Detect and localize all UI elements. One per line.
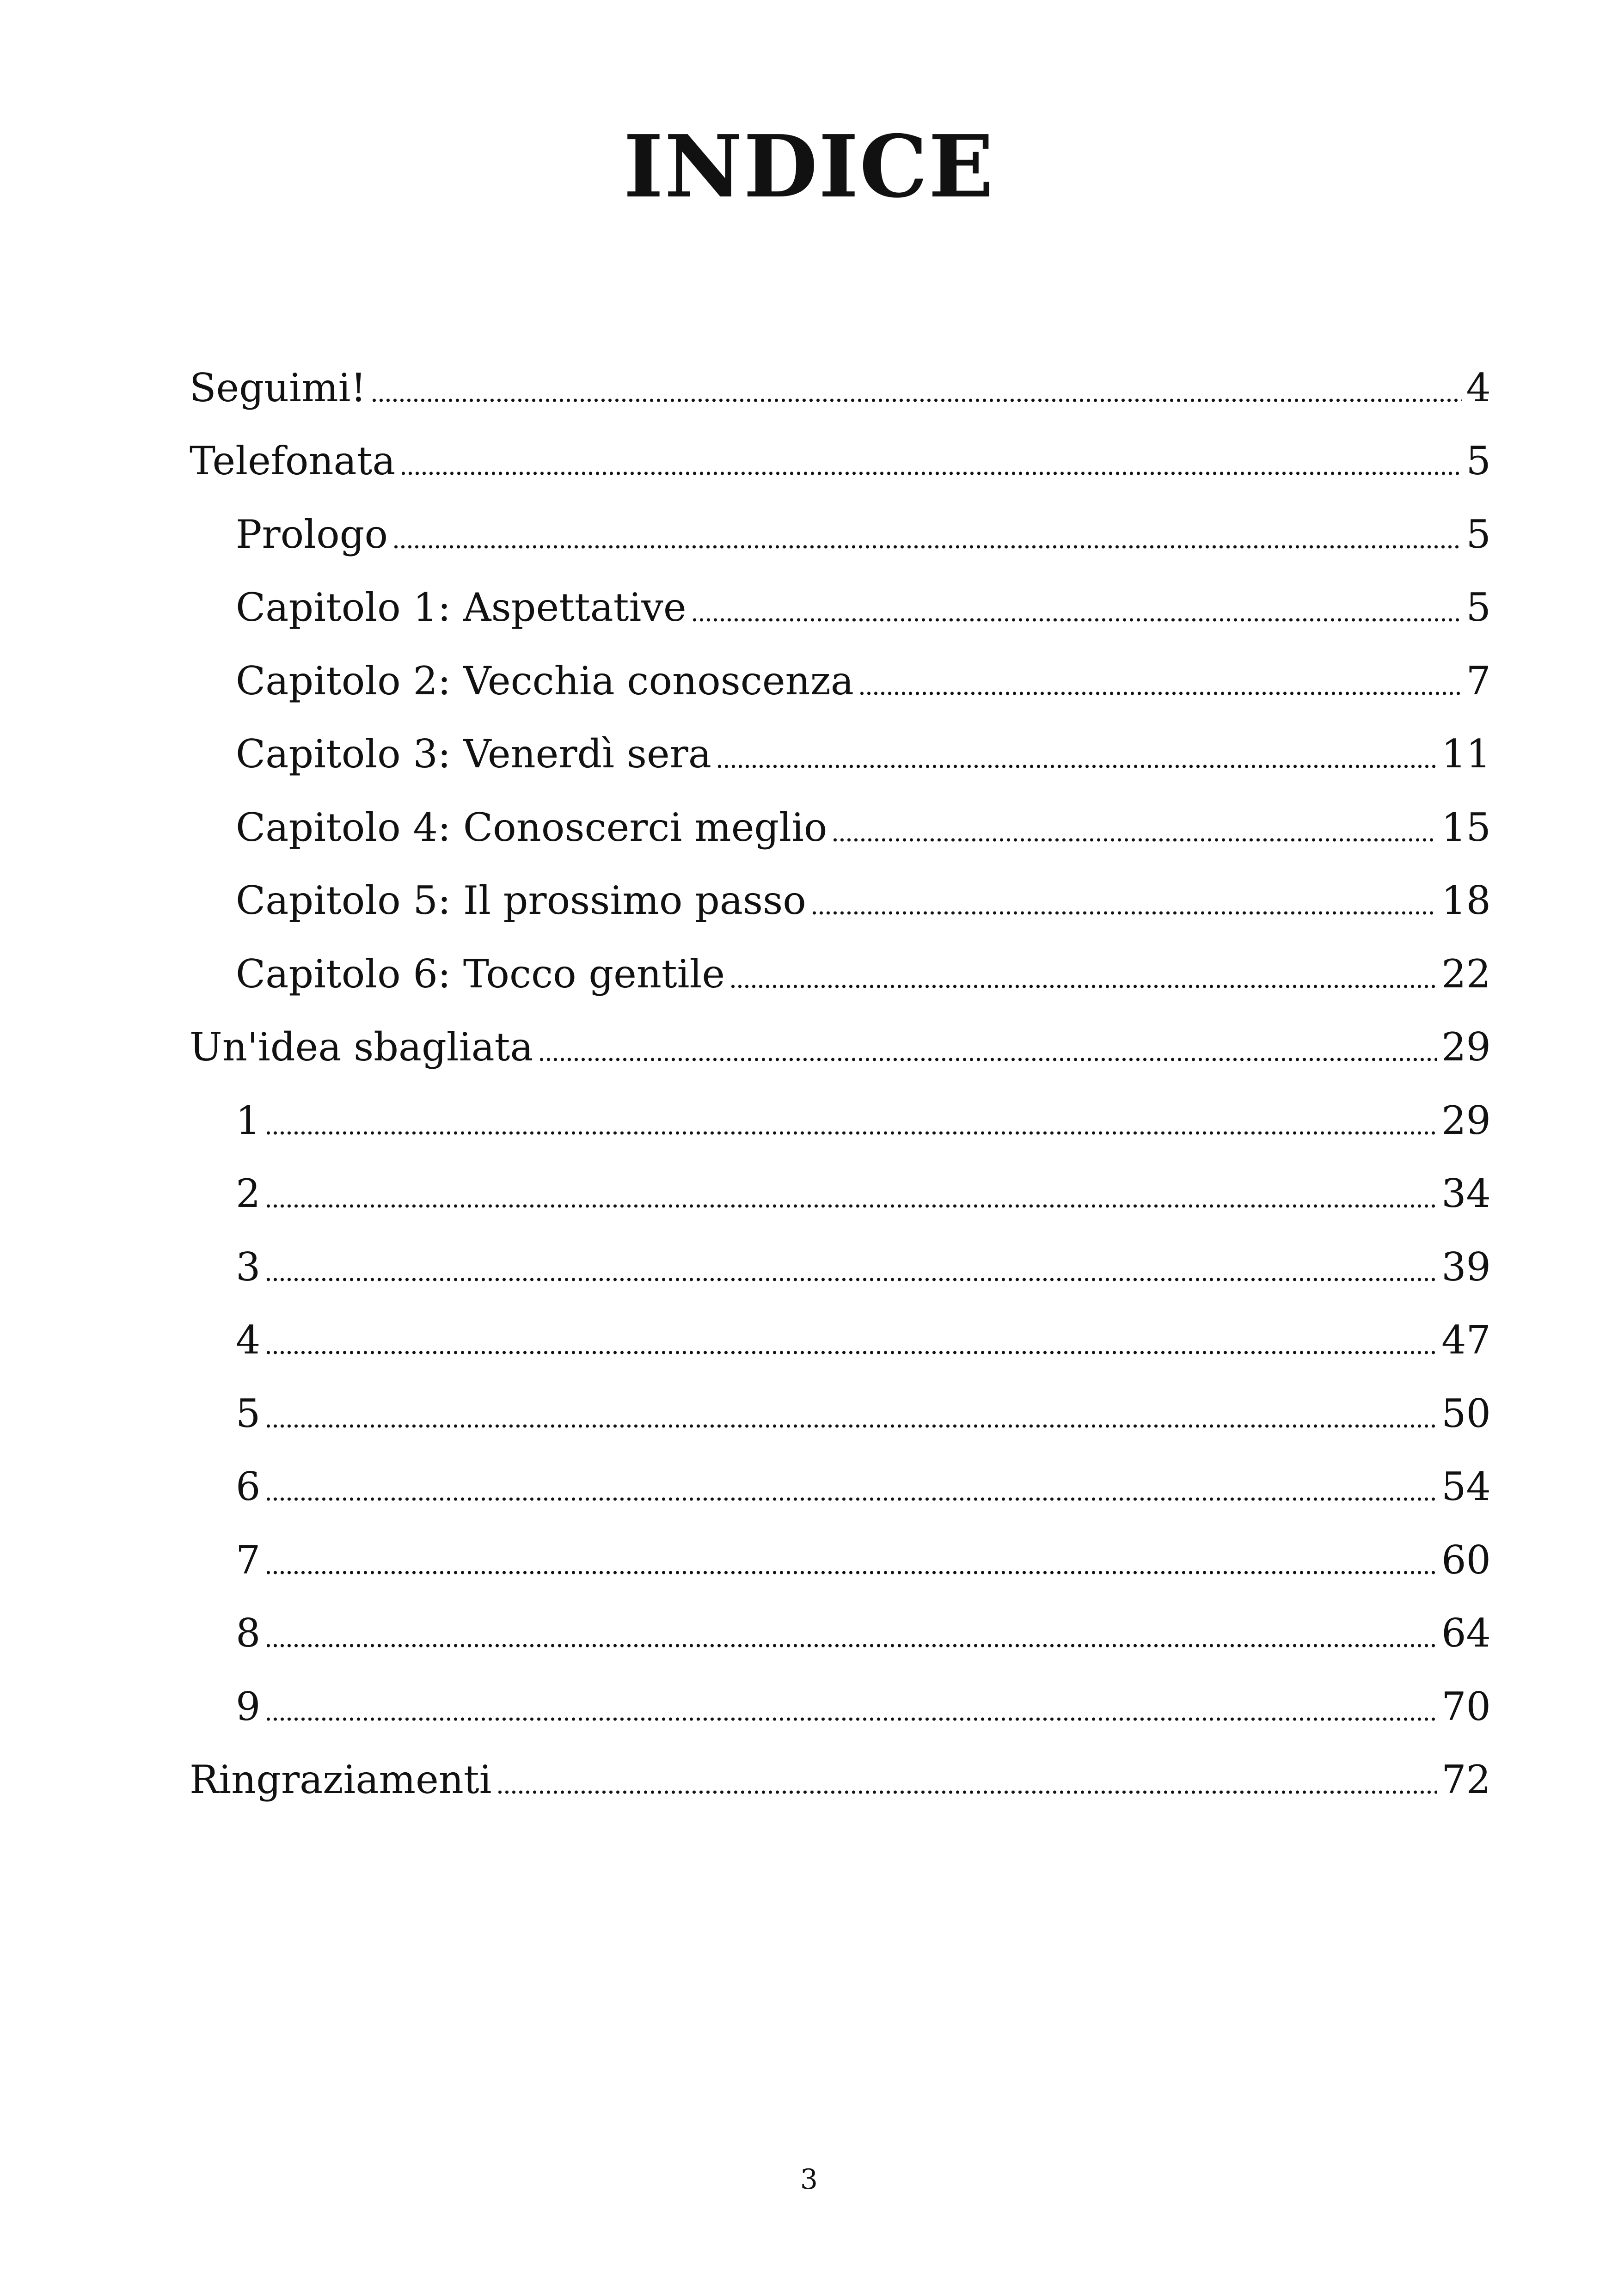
toc-entry-page: 5 (1466, 585, 1491, 630)
toc-entry-title: Ringraziamenti (190, 1757, 492, 1802)
toc-entry-page: 15 (1441, 804, 1491, 850)
dot-leader (729, 984, 1437, 989)
dot-leader (811, 910, 1437, 916)
dot-leader (265, 1423, 1437, 1429)
toc-entry-title: 1 (236, 1097, 261, 1143)
toc-entry-title: 3 (236, 1244, 261, 1290)
toc-entry[interactable] (190, 1659, 1491, 1732)
toc-entry-title: Capitolo 3: Venerdì sera (236, 731, 711, 777)
toc-entry[interactable] (190, 1512, 1491, 1586)
page-number: 3 (800, 2163, 818, 2196)
toc-entry-page: 5 (1466, 511, 1491, 557)
table-of-contents (190, 340, 1491, 1805)
toc-entry[interactable] (190, 633, 1491, 706)
dot-leader (392, 544, 1462, 550)
toc-entry-page: 54 (1441, 1464, 1491, 1509)
toc-entry[interactable] (190, 1146, 1491, 1219)
toc-entry-page: 22 (1441, 951, 1491, 997)
toc-entry-title: Capitolo 5: Il prossimo passo (236, 878, 806, 923)
toc-entry-title: Capitolo 1: Aspettative (236, 585, 686, 630)
dot-leader (265, 1130, 1437, 1136)
toc-entry-page: 18 (1441, 878, 1491, 923)
toc-entry[interactable] (190, 340, 1491, 413)
dot-leader (538, 1057, 1437, 1062)
toc-entry-page: 5 (1466, 438, 1491, 484)
toc-entry[interactable] (190, 413, 1491, 487)
toc-entry[interactable] (190, 999, 1491, 1073)
dot-leader (371, 398, 1461, 403)
toc-entry-page: 50 (1441, 1390, 1491, 1436)
toc-entry-title: 6 (236, 1464, 261, 1509)
toc-entry-page: 70 (1441, 1684, 1491, 1729)
toc-entry-page: 60 (1441, 1537, 1491, 1583)
dot-leader (265, 1277, 1437, 1282)
toc-entry-title: 9 (236, 1684, 261, 1729)
toc-entry-title: Capitolo 4: Conoscerci meglio (236, 804, 827, 850)
toc-entry-page: 34 (1441, 1171, 1491, 1216)
toc-entry-title: Un'idea sbagliata (190, 1024, 533, 1070)
toc-entry-title: Capitolo 6: Tocco gentile (236, 951, 725, 997)
dot-leader (265, 1643, 1437, 1648)
toc-entry-title: Telefonata (190, 438, 396, 484)
dot-leader (400, 471, 1461, 476)
toc-entry-page: 64 (1441, 1610, 1491, 1656)
toc-entry[interactable] (190, 926, 1491, 999)
toc-entry[interactable] (190, 1072, 1491, 1146)
toc-entry-title: Prologo (236, 511, 388, 557)
toc-entry-title: 7 (236, 1537, 261, 1583)
dot-leader (265, 1496, 1437, 1502)
toc-entry[interactable] (190, 779, 1491, 853)
dot-leader (832, 837, 1437, 843)
toc-entry[interactable] (190, 1586, 1491, 1659)
toc-entry-page: 7 (1466, 658, 1491, 704)
toc-entry-title: 5 (236, 1390, 261, 1436)
dot-leader (496, 1789, 1437, 1795)
toc-entry[interactable] (190, 1439, 1491, 1512)
toc-entry-title: 8 (236, 1610, 261, 1656)
page-title: INDICE (623, 116, 995, 217)
toc-entry-title: 4 (236, 1317, 261, 1363)
toc-entry[interactable] (190, 706, 1491, 780)
toc-entry-page: 11 (1441, 731, 1491, 777)
dot-leader (265, 1203, 1437, 1209)
toc-entry[interactable] (190, 853, 1491, 926)
toc-entry[interactable] (190, 1365, 1491, 1439)
toc-entry-title: 2 (236, 1171, 261, 1216)
toc-entry[interactable] (190, 1292, 1491, 1366)
toc-entry-page: 39 (1441, 1244, 1491, 1290)
dot-leader (265, 1570, 1437, 1575)
dot-leader (716, 764, 1437, 769)
dot-leader (858, 691, 1462, 696)
toc-entry-page: 47 (1441, 1317, 1491, 1363)
toc-entry[interactable] (190, 486, 1491, 560)
dot-leader (691, 617, 1462, 623)
toc-entry-page: 4 (1466, 365, 1491, 410)
toc-entry-page: 29 (1441, 1024, 1491, 1070)
toc-entry-page: 29 (1441, 1097, 1491, 1143)
toc-entry[interactable] (190, 1219, 1491, 1292)
toc-entry-page: 72 (1441, 1757, 1491, 1802)
toc-entry-title: Seguimi! (190, 365, 367, 410)
dot-leader (265, 1350, 1437, 1355)
toc-entry-title: Capitolo 2: Vecchia conoscenza (236, 658, 854, 704)
toc-entry[interactable] (190, 1732, 1491, 1806)
dot-leader (265, 1716, 1437, 1722)
toc-entry[interactable] (190, 560, 1491, 633)
